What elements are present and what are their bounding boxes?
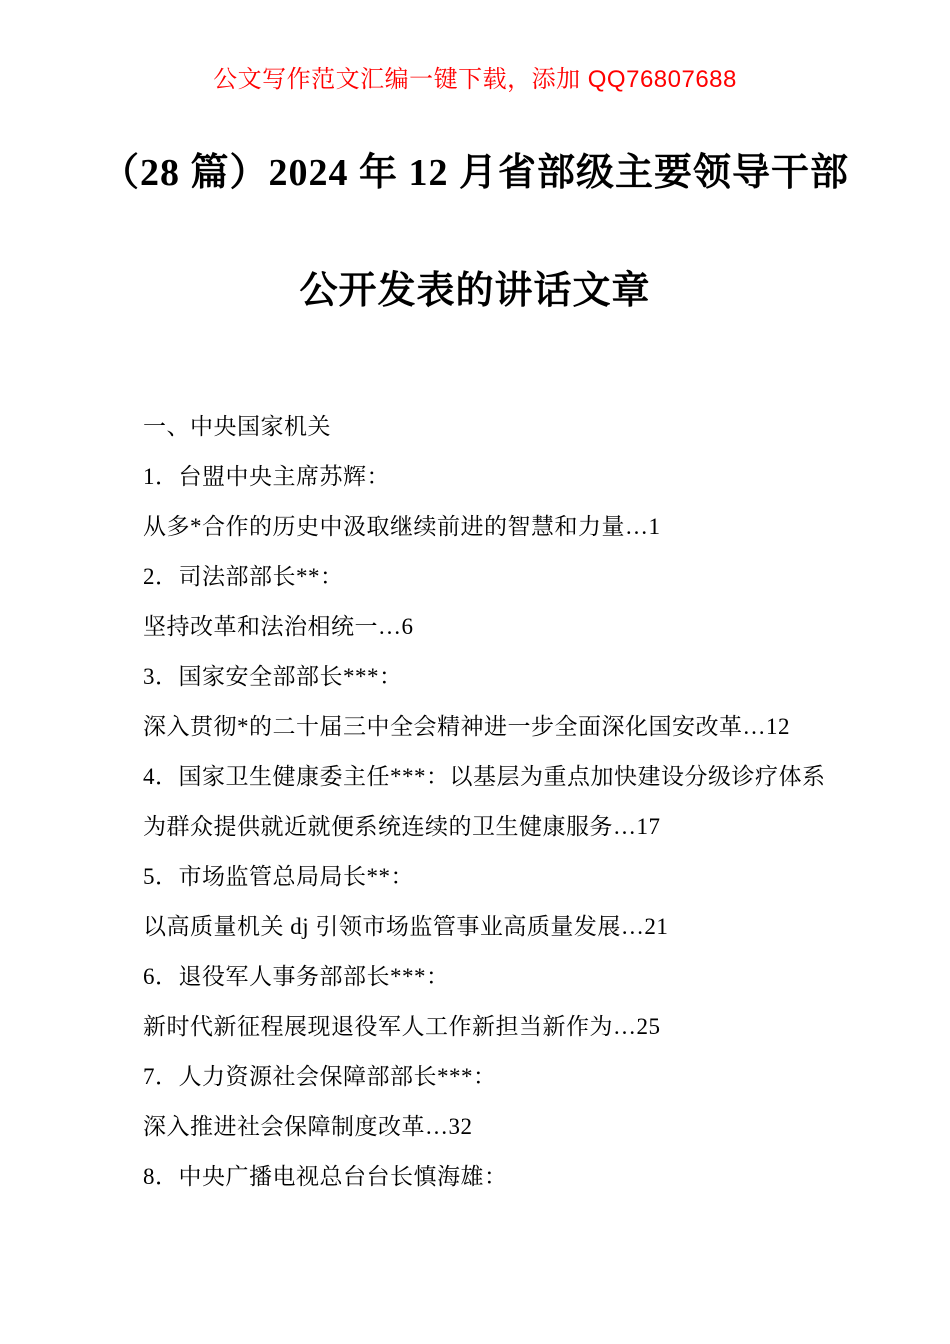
toc-line: 为群众提供就近就便系统连续的卫生健康服务…17	[143, 814, 661, 839]
toc-section-heading: 一、中央国家机关	[143, 414, 331, 439]
toc-line: 1．台盟中央主席苏辉：	[143, 464, 390, 489]
promo-banner: 公文写作范文汇编一键下载，添加 QQ76807688	[213, 66, 737, 93]
toc-line: 6．退役军人事务部部长***：	[143, 964, 450, 989]
toc-line: 深入推进社会保障制度改革…32	[143, 1114, 473, 1139]
document-title-line2: 公开发表的讲话文章	[299, 270, 651, 312]
toc-line: 7．人力资源社会保障部部长***：	[143, 1064, 497, 1089]
toc-line: 新时代新征程展现退役军人工作新担当新作为…25	[143, 1014, 661, 1039]
toc-line: 5．市场监管总局局长**：	[143, 864, 414, 889]
toc-line: 坚持改革和法治相统一…6	[143, 614, 414, 639]
toc-line: 深入贯彻*的二十届三中全会精神进一步全面深化国安改革…12	[143, 714, 790, 739]
toc-line: 以高质量机关 dj 引领市场监管事业高质量发展…21	[143, 914, 669, 939]
toc-line: 8．中央广播电视总台台长慎海雄：	[143, 1164, 508, 1189]
toc-line: 2．司法部部长**：	[143, 564, 344, 589]
toc-line: 4．国家卫生健康委主任***：以基层为重点加快建设分级诊疗体系	[143, 764, 826, 789]
document-title-line1: （28 篇）2024 年 12 月省部级主要领导干部	[100, 152, 849, 194]
toc-line: 3．国家安全部部长***：	[143, 664, 403, 689]
table-of-contents	[143, 402, 833, 1202]
toc-line: 从多*合作的历史中汲取继续前进的智慧和力量…1	[143, 514, 661, 539]
